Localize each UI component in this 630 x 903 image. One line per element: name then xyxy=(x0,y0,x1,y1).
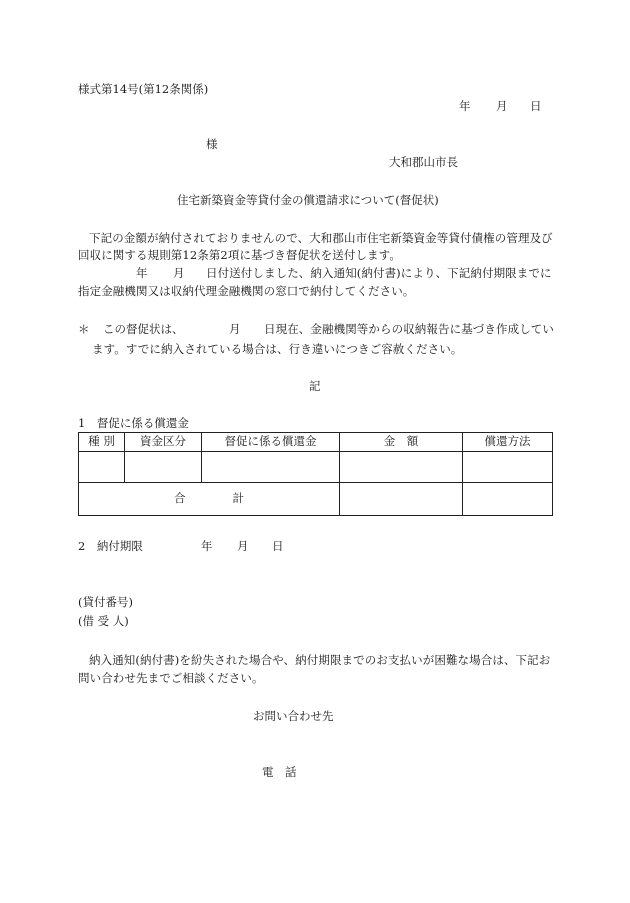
note-part-1: この督促状は、 xyxy=(103,322,184,336)
total-label-1: 合 xyxy=(174,491,186,506)
closing-line-1: 納入通知(納付書)を紛失された場合や、納付期限までのお支払いが困難な場合は、下記お xyxy=(89,653,551,667)
table-header-row xyxy=(79,433,553,452)
borrower-label: (借 受 人) xyxy=(78,614,129,628)
header-fund-category: 資金区分 xyxy=(125,433,202,452)
cell-fund-category xyxy=(125,452,202,483)
deadline-month: 月 xyxy=(237,539,249,553)
form-number: 様式第14号(第12条関係) xyxy=(78,82,209,96)
body-line-4: 指定金融機関又は収納代理金融機関の窓口で納付してください。 xyxy=(78,284,415,298)
body-line-2: 回収に関する規則第12条第2項に基づき督促状を送付します。 xyxy=(78,248,401,262)
closing-line-2: 問い合わせ先までご相談ください。 xyxy=(78,671,264,685)
note-month: 月 xyxy=(229,322,241,336)
total-label-2: 計 xyxy=(232,491,244,506)
header-repayment-method: 償還方法 xyxy=(463,433,553,452)
phone-label: 電 話 xyxy=(262,765,297,779)
deadline-day: 日 xyxy=(272,539,284,553)
total-label xyxy=(79,483,340,516)
header-overdue-repayment: 督促に係る償還金 xyxy=(202,433,340,452)
sender-name: 大和郡山市長 xyxy=(389,155,458,169)
header-amount: 金 額 xyxy=(340,433,463,452)
date-day-label: 日 xyxy=(530,99,542,113)
date-year-label: 年 xyxy=(459,99,471,113)
total-method-cell xyxy=(463,483,553,516)
table-total-row xyxy=(79,483,553,516)
cell-overdue-repayment xyxy=(202,452,340,483)
total-amount-cell xyxy=(340,483,463,516)
deadline-year: 年 xyxy=(201,539,213,553)
table-row xyxy=(79,452,553,483)
date-month-label: 月 xyxy=(496,99,508,113)
header-type: 種 別 xyxy=(79,433,125,452)
note-part-2: 日現在、金融機関等からの収納報告に基づき作成してい xyxy=(264,322,554,336)
note-line-2: ます。すでに納入されている場合は、行き違いにつきご容赦ください。 xyxy=(92,342,463,356)
cell-type xyxy=(79,452,125,483)
body-line-1: 下記の金額が納付されておりませんので、大和郡山市住宅新築資金等貸付債権の管理及び xyxy=(89,231,553,245)
cell-repayment-method xyxy=(463,452,553,483)
cell-amount xyxy=(340,452,463,483)
repayment-table xyxy=(78,432,553,516)
body-line-3-year: 年 xyxy=(136,266,148,280)
section-1-heading: 1 督促に係る償還金 xyxy=(78,416,189,430)
note-mark: ＊ xyxy=(78,322,90,336)
body-line-3-month: 月 xyxy=(173,266,185,280)
body-line-3-rest: 日付送付しました、納入通知(納付書)により、下記納付期限までに xyxy=(206,266,552,280)
loan-number-label: (貸付番号) xyxy=(78,595,133,609)
section-2-label: 2 納付期限 xyxy=(78,539,143,553)
document-title: 住宅新築資金等貸付金の償還請求について(督促状) xyxy=(177,193,439,207)
contact-heading: お問い合わせ先 xyxy=(253,709,334,723)
recipient-suffix: 様 xyxy=(206,137,218,151)
ki-label: 記 xyxy=(309,379,321,393)
